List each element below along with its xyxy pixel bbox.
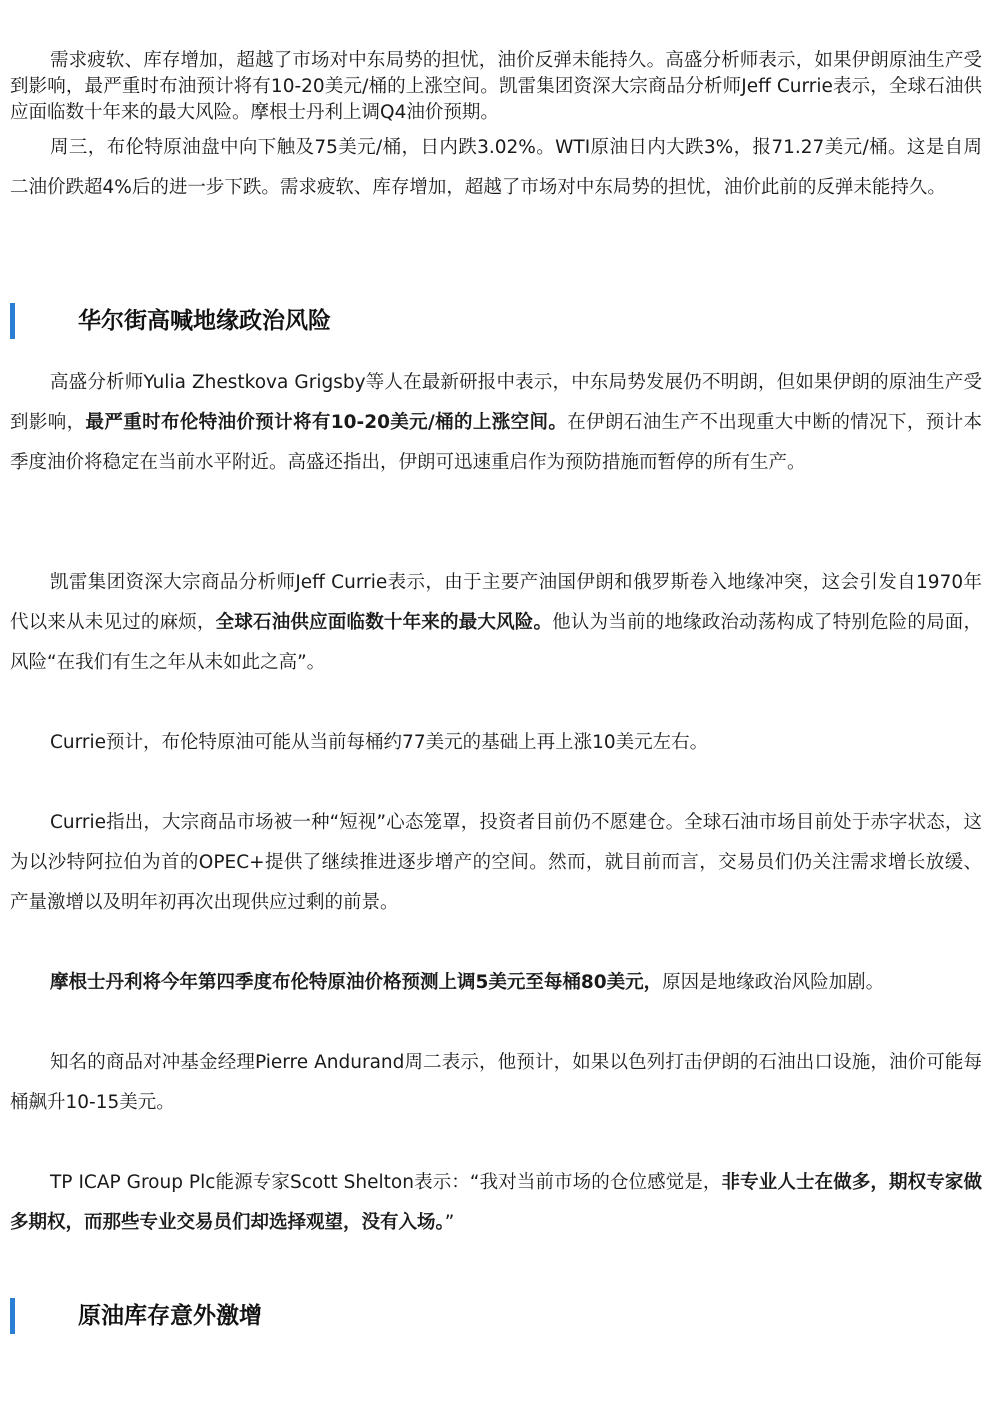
paragraph-text: 凯雷集团资深大宗商品分析师Jeff Currie表示，由于主要产油国伊朗和俄罗斯卷入地缘冲突，这会引发自1970年代以来从未见过的麻烦， [10, 572, 982, 633]
section-heading-geopolitical-risk [10, 303, 982, 339]
heading-accent-bar [10, 303, 15, 339]
paragraph-bold-text: 全球石油供应面临数十年来的最大风险。 [215, 612, 553, 633]
paragraph-bold-text: 摩根士丹利将今年第四季度布伦特原油价格预测上调5美元至每桶80美元， [50, 972, 663, 993]
paragraph-bold-text: 最严重时布伦特油价预计将有10-20美元/桶的上涨空间。 [85, 412, 568, 433]
section-heading-text: 华尔街高喊地缘政治风险 [78, 308, 331, 334]
paragraph-carlyle [10, 563, 982, 683]
paragraph-tp-icap [10, 1163, 982, 1243]
paragraph-text: 他认为当前的地缘政治动荡构成了特别危险的局面，风险“在我们有生之年从未如此之高”。 [10, 612, 982, 673]
paragraph-andurand: 知名的商品对冲基金经理Pierre Andurand周二表示，他预计，如果以色列打击伊朗的石油出口设施，油价可能每桶飙升10-15美元。 [10, 1052, 982, 1113]
paragraph-text: ” [444, 1212, 455, 1233]
paragraph-text: 原因是地缘政治风险加剧。 [662, 972, 885, 993]
summary-paragraph-2: 周三，布伦特原油盘中向下触及75美元/桶，日内跌3.02%。WTI原油日内大跌3%，报71.27美元/桶。这是自周二油价跌超4%后的进一步下跌。需求疲软、库存增加，超越了市场对中东局势的担忧，油价此前的反弹未能持久。 [10, 137, 982, 198]
paragraph-text: 在伊朗石油生产不出现重大中断的情况下，预计本季度油价将稳定在当前水平附近。高盛还指出，伊朗可迅速重启作为预防措施而暂停的所有生产。 [10, 412, 982, 473]
paragraph-currie-market: Currie指出，大宗商品市场被一种“短视”心态笼罩，投资者目前仍不愿建仓。全球石油市场目前处于赤字状态，这为以沙特阿拉伯为首的OPEC+提供了继续推进逐步增产的空间。然而，就目前而言，交易员们仍关注需求增长放缓、产量激增以及明年初再次出现供应过剩的前景。 [10, 812, 982, 913]
paragraph-morgan-stanley [10, 963, 982, 1003]
section-heading-inventory [10, 1298, 982, 1334]
paragraph-bold-text: 非专业人士在做多，期权专家做多期权，而那些专业交易员们却选择观望，没有入场。 [10, 1172, 982, 1233]
paragraph-text: TP ICAP Group Plc能源专家Scott Shelton表示：“我对当前市场的仓位感觉是， [50, 1172, 722, 1193]
paragraph-text: 高盛分析师Yulia Zhestkova Grigsby等人在最新研报中表示，中东局势发展仍不明朗，但如果伊朗的原油生产受到影响， [10, 372, 982, 433]
heading-accent-bar [10, 1298, 15, 1334]
section-heading-text: 原油库存意外激增 [78, 1303, 262, 1329]
paragraph-goldman [10, 363, 982, 483]
summary-paragraph-1: 需求疲软、库存增加，超越了市场对中东局势的担忧，油价反弹未能持久。高盛分析师表示，如果伊朗原油生产受到影响，最严重时布油预计将有10-20美元/桶的上涨空间。凯雷集团资深大宗商品分析师Jeff Currie表示，全球石油供应面临数十年来的最大风险。摩根士丹利上调Q4油价预期。 [10, 50, 982, 123]
paragraph-currie-forecast: Currie预计，布伦特原油可能从当前每桶约77美元的基础上再上涨10美元左右。 [50, 732, 709, 753]
